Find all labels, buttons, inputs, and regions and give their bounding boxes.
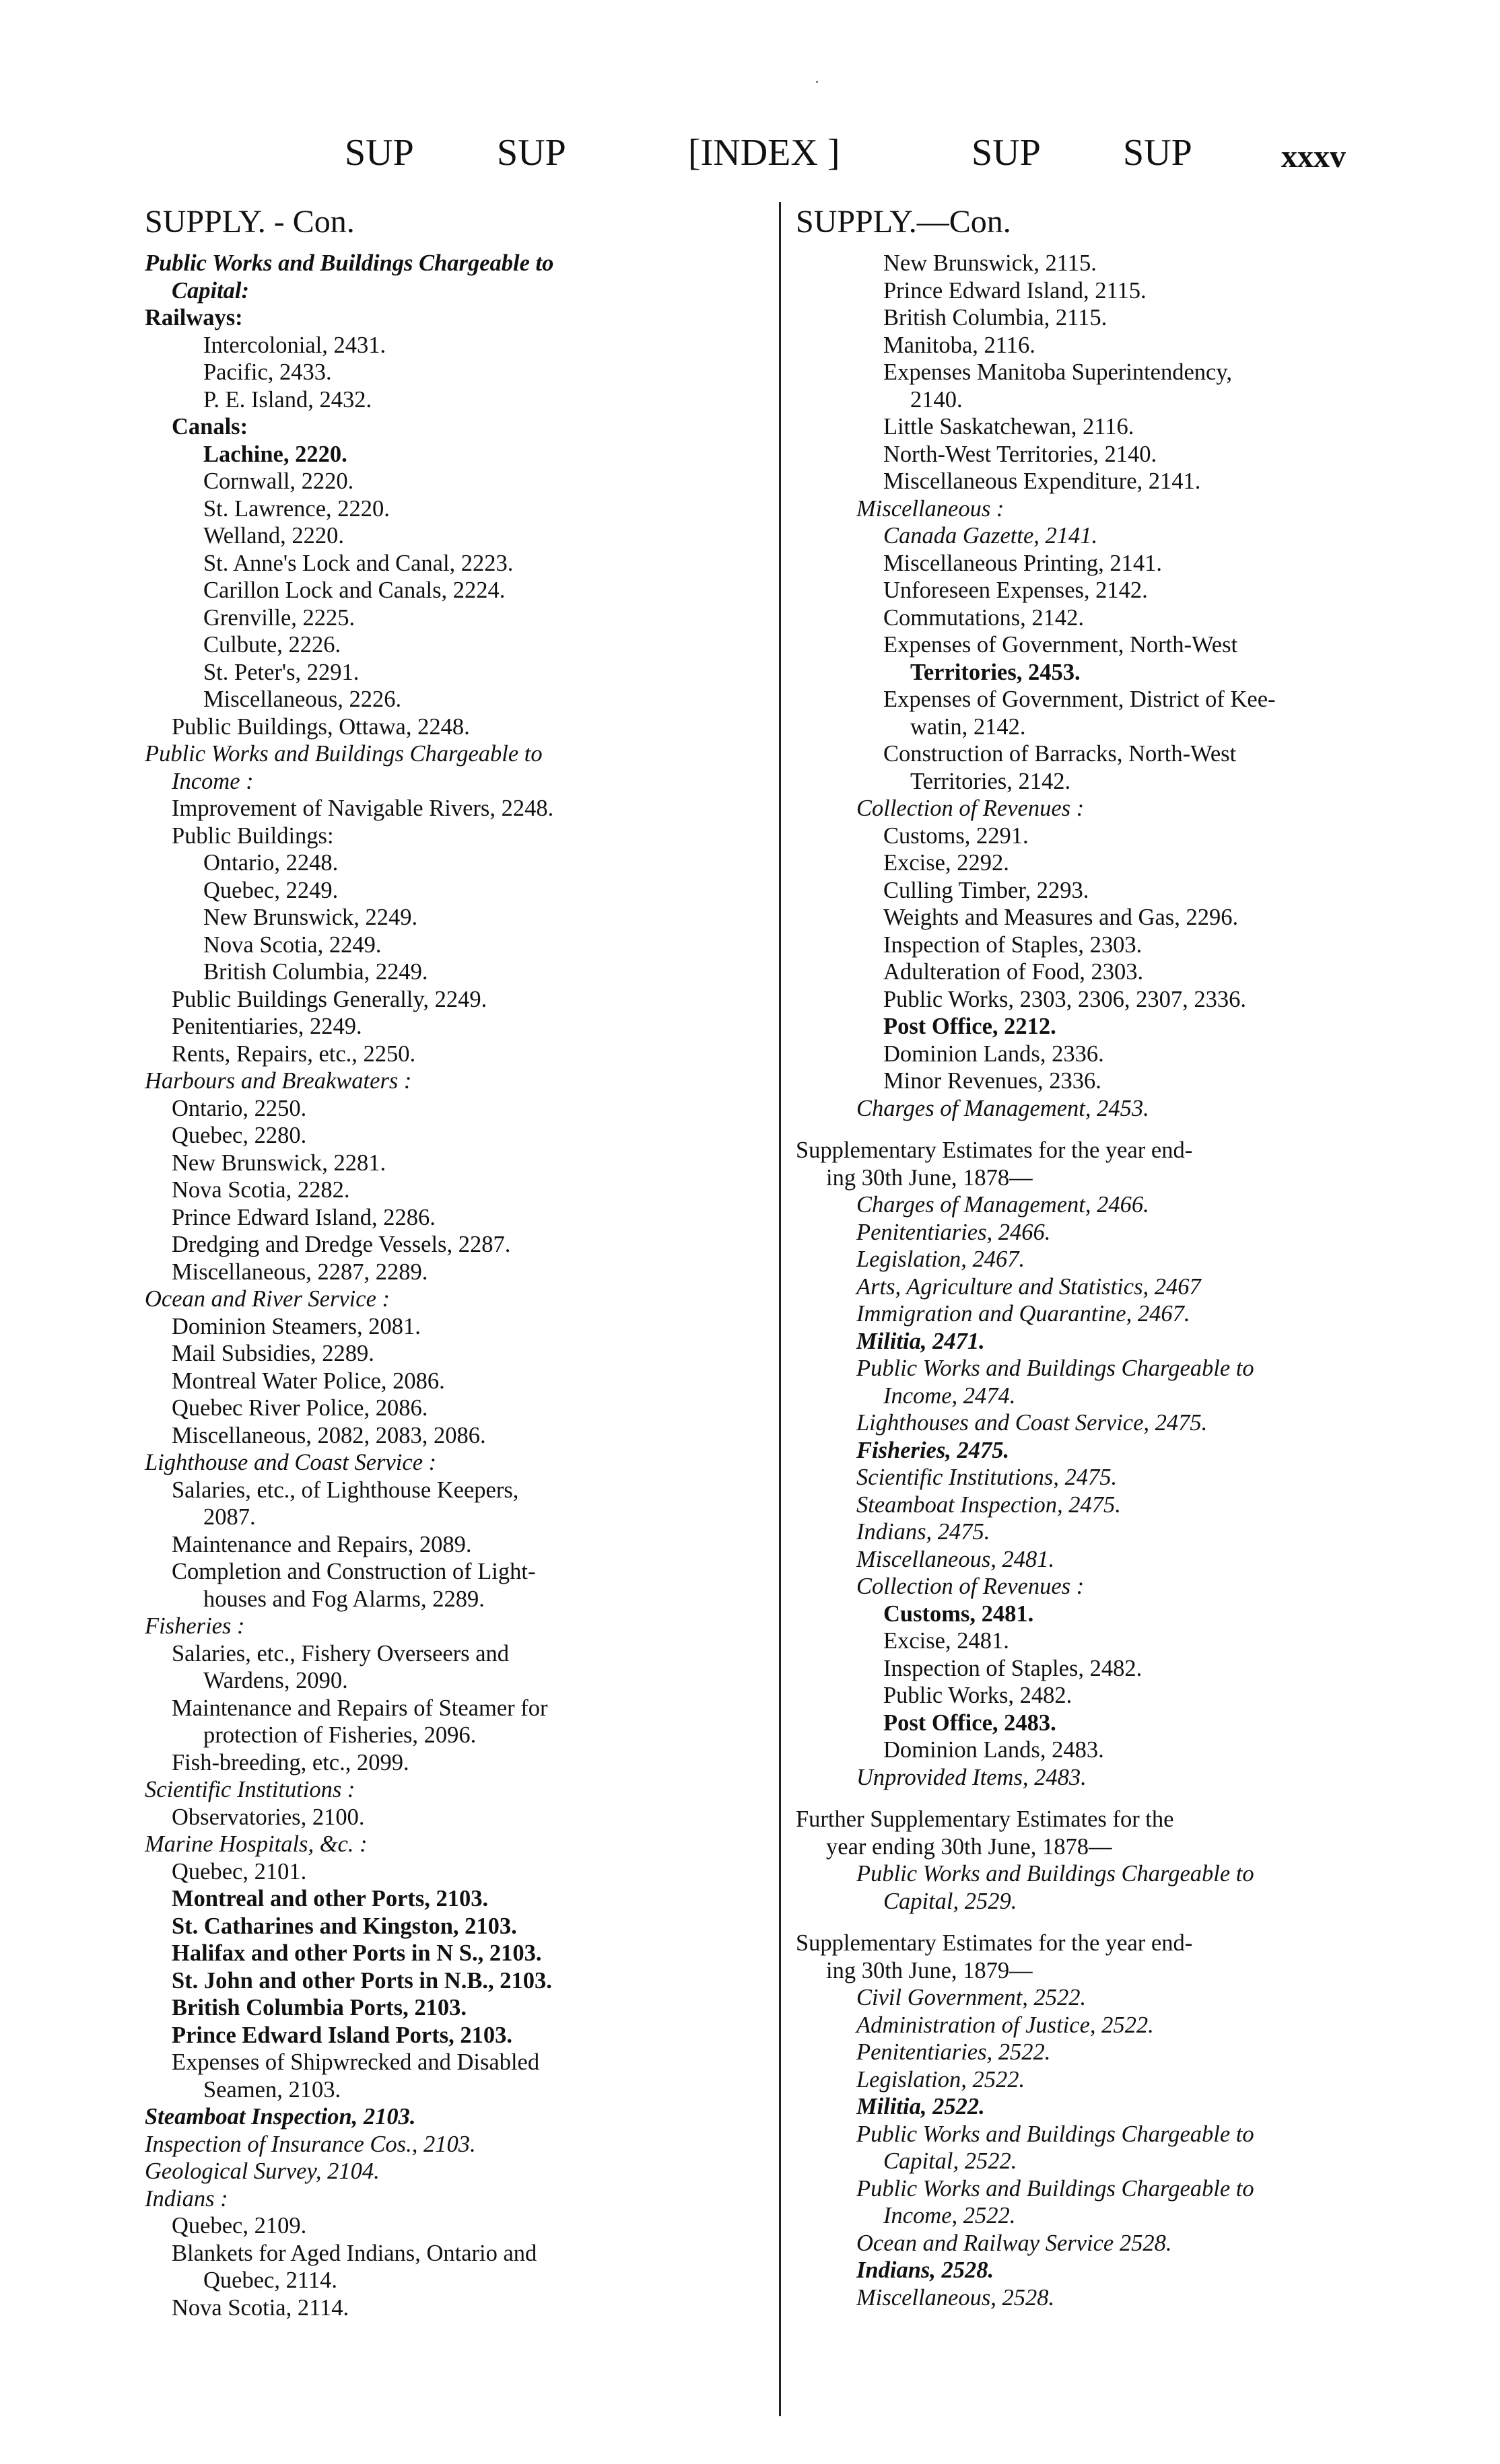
index-entry: Commutations, 2142.: [883, 604, 1085, 631]
index-entry: Income, 2474.: [883, 1382, 1016, 1409]
index-entry: Culbute, 2226.: [203, 632, 341, 658]
index-entry: Quebec, 2249.: [203, 877, 339, 903]
supp-heading-line: Further Supplementary Estimates for the: [796, 1806, 1174, 1832]
index-entry: Intercolonial, 2431.: [203, 332, 386, 358]
index-entry: Lighthouses and Coast Service, 2475.: [856, 1410, 1208, 1436]
index-entry: New Brunswick, 2249.: [203, 905, 418, 930]
index-entry: Blankets for Aged Indians, Ontario and: [172, 2240, 537, 2266]
index-entry: Ocean and Railway Service 2528.: [856, 2230, 1172, 2256]
index-entry: Railways:: [145, 305, 243, 330]
index-entry: Public Works and Buildings Chargeable to: [856, 2175, 1254, 2202]
index-entry: Halifax and other Ports in N S., 2103.: [172, 1940, 542, 1966]
index-entry: Ontario, 2248.: [203, 850, 339, 876]
index-entry: Prince Edward Island, 2286.: [172, 1204, 436, 1230]
index-entry: Marine Hospitals, &c. :: [145, 1831, 368, 1857]
further-supplementary-estimates-1878: [796, 1806, 1402, 1915]
index-entry: Seamen, 2103.: [203, 2076, 341, 2103]
index-entry: P. E. Island, 2432.: [203, 386, 372, 413]
index-entry: Miscellaneous Printing, 2141.: [883, 550, 1162, 576]
index-entry: Charges of Management, 2466.: [856, 1192, 1149, 1218]
index-entry: Mail Subsidies, 2289.: [172, 1341, 374, 1366]
index-entry: Miscellaneous, 2481.: [856, 1546, 1055, 1572]
index-entry: Scientific Institutions, 2475.: [856, 1465, 1118, 1490]
supp-entries: [796, 1191, 1402, 1791]
index-entry: British Columbia Ports, 2103.: [172, 1995, 467, 2020]
index-entry: St. Lawrence, 2220.: [203, 495, 390, 522]
index-entry: Fisheries, 2475.: [856, 1437, 1010, 1463]
index-entry: Wardens, 2090.: [203, 1668, 348, 1693]
index-entry: Income :: [172, 768, 254, 794]
index-entry: Canals:: [172, 414, 248, 439]
index-entry: Post Office, 2483.: [883, 1710, 1056, 1736]
index-entry: watin, 2142.: [910, 713, 1026, 740]
index-entry: Adulteration of Food, 2303.: [883, 959, 1144, 985]
index-entry: Dredging and Dredge Vessels, 2287.: [172, 1232, 511, 1257]
index-entry: Steamboat Inspection, 2475.: [856, 1491, 1121, 1518]
index-entry: Rents, Repairs, etc., 2250.: [172, 1041, 416, 1067]
index-entry: Quebec, 2101.: [172, 1858, 307, 1885]
index-entry: Grenville, 2225.: [203, 604, 355, 631]
index-entry: Civil Government, 2522.: [856, 1985, 1087, 2010]
supp-heading-line: Supplementary Estimates for the year end-: [796, 1137, 1193, 1163]
index-entry: Unprovided Items, 2483.: [856, 1764, 1087, 1790]
index-entry: Public Works and Buildings Chargeable to: [145, 741, 543, 767]
index-entry: Post Office, 2212.: [883, 1014, 1056, 1039]
index-entry: Indians :: [145, 2185, 228, 2212]
index-entry: Inspection of Insurance Cos., 2103.: [145, 2131, 476, 2157]
index-entry: Public Works, 2482.: [883, 1683, 1072, 1708]
index-entry: Legislation, 2467.: [856, 1246, 1025, 1272]
index-entry: Montreal and other Ports, 2103.: [172, 1886, 489, 1911]
index-entry: Miscellaneous Expenditure, 2141.: [883, 468, 1201, 494]
index-entry: British Columbia, 2249.: [203, 959, 428, 985]
index-entry: Penitentiaries, 2466.: [856, 1219, 1051, 1245]
index-entry: Public Works and Buildings Chargeable to: [145, 250, 554, 276]
index-entry: Salaries, etc., Fishery Overseers and: [172, 1640, 510, 1666]
index-entry: Fisheries :: [145, 1613, 245, 1639]
page-number: xxxv: [1281, 139, 1346, 174]
index-entry: Militia, 2471.: [856, 1328, 985, 1354]
index-entry: Geological Survey, 2104.: [145, 2158, 380, 2184]
right-entries: [796, 250, 1402, 1122]
index-entry: New Brunswick, 2115.: [883, 250, 1097, 276]
index-entry: Quebec, 2109.: [172, 2213, 307, 2239]
index-entry: British Columbia, 2115.: [883, 305, 1107, 330]
supp-heading-line: year ending 30th June, 1878—: [826, 1833, 1112, 1860]
index-entry: Weights and Measures and Gas, 2296.: [883, 905, 1239, 930]
index-entry: New Brunswick, 2281.: [172, 1150, 386, 1176]
index-entry: Militia, 2522.: [856, 2094, 985, 2119]
index-entry: Maintenance and Repairs of Steamer for: [172, 1695, 548, 1721]
index-entry: Charges of Management, 2453.: [856, 1095, 1149, 1121]
header-word-3: SUP: [971, 132, 1041, 174]
index-entry: Pacific, 2433.: [203, 359, 332, 385]
index-entry: Quebec, 2114.: [203, 2267, 337, 2293]
index-entry: Improvement of Navigable Rivers, 2248.: [172, 796, 554, 821]
margin-dot: [816, 81, 818, 83]
index-entry: 2087.: [203, 1504, 256, 1530]
index-entry: Culling Timber, 2293.: [883, 877, 1089, 903]
index-entry: Capital, 2529.: [883, 1888, 1017, 1914]
header-word-2: SUP: [497, 132, 566, 174]
index-entry: Construction of Barracks, North-West: [883, 741, 1237, 767]
index-entry: Indians, 2528.: [856, 2257, 994, 2283]
index-entry: Maintenance and Repairs, 2089.: [172, 1531, 472, 1557]
index-entry: Cornwall, 2220.: [203, 468, 354, 494]
left-column: [145, 199, 764, 2321]
index-entry: Expenses Manitoba Superintendency,: [883, 359, 1233, 385]
index-entry: Inspection of Staples, 2482.: [883, 1655, 1143, 1681]
index-entry: Public Works and Buildings Chargeable to: [856, 1861, 1254, 1887]
supp-heading-line: Supplementary Estimates for the year end-: [796, 1930, 1193, 1956]
index-entry: Dominion Lands, 2336.: [883, 1041, 1104, 1067]
index-entry: protection of Fisheries, 2096.: [203, 1722, 477, 1748]
index-entry: Public Buildings Generally, 2249.: [172, 986, 487, 1012]
index-entry: Public Works, 2303, 2306, 2307, 2336.: [883, 986, 1247, 1012]
index-entry: St. Anne's Lock and Canal, 2223.: [203, 550, 514, 576]
index-entry: Expenses of Shipwrecked and Disabled: [172, 2049, 540, 2075]
index-entry: Capital, 2522.: [883, 2148, 1017, 2174]
index-entry: Collection of Revenues :: [856, 796, 1085, 821]
index-entry: Expenses of Government, District of Kee-: [883, 687, 1276, 712]
index-entry: Ontario, 2250.: [172, 1095, 307, 1121]
index-entry: Quebec, 2280.: [172, 1123, 307, 1148]
index-entry: Penitentiaries, 2522.: [856, 2039, 1051, 2065]
index-entry: Miscellaneous, 2082, 2083, 2086.: [172, 1422, 486, 1448]
index-entry: Welland, 2220.: [203, 523, 344, 549]
index-entry: Public Works and Buildings Chargeable to: [856, 1356, 1254, 1381]
index-entry: Miscellaneous :: [856, 495, 1004, 522]
index-entry: Nova Scotia, 2249.: [203, 931, 382, 958]
index-entry: Capital:: [172, 277, 250, 304]
supp-heading-line: ing 30th June, 1878—: [826, 1164, 1033, 1191]
index-entry: Little Saskatchewan, 2116.: [883, 414, 1134, 439]
index-entry: Miscellaneous, 2528.: [856, 2284, 1055, 2311]
index-entry: St. John and other Ports in N.B., 2103.: [172, 1967, 552, 1994]
index-entry: Territories, 2142.: [910, 768, 1071, 794]
index-entry: Excise, 2292.: [883, 850, 1009, 876]
index-entry: Miscellaneous, 2226.: [203, 687, 402, 712]
index-entry: Fish-breeding, etc., 2099.: [172, 1749, 409, 1775]
index-entry: Nova Scotia, 2282.: [172, 1177, 350, 1203]
index-entry: Unforeseen Expenses, 2142.: [883, 577, 1148, 603]
index-entry: Steamboat Inspection, 2103.: [145, 2104, 416, 2129]
index-entry: Montreal Water Police, 2086.: [172, 1368, 445, 1394]
index-entry: Arts, Agriculture and Statistics, 2467: [856, 1273, 1201, 1300]
index-entry: Legislation, 2522.: [856, 2066, 1025, 2092]
index-entry: Immigration and Quarantine, 2467.: [856, 1301, 1190, 1327]
index-entry: Penitentiaries, 2249.: [172, 1014, 362, 1039]
index-entry: Prince Edward Island, 2115.: [883, 277, 1147, 304]
index-entry: Prince Edward Island Ports, 2103.: [172, 2022, 513, 2048]
index-entry: Collection of Revenues :: [856, 1574, 1085, 1599]
left-entries: [145, 250, 764, 2321]
index-entry: Territories, 2453.: [910, 659, 1081, 685]
index-entry: 2140.: [910, 386, 963, 413]
index-entry: St. Peter's, 2291.: [203, 659, 360, 685]
page-header: [0, 131, 1500, 185]
header-index: [INDEX ]: [688, 132, 840, 174]
index-entry: Public Works and Buildings Chargeable to: [856, 2121, 1254, 2147]
index-entry: Dominion Lands, 2483.: [883, 1737, 1104, 1763]
index-entry: Scientific Institutions :: [145, 1777, 355, 1802]
index-entry: Public Buildings:: [172, 822, 334, 849]
index-entry: Nova Scotia, 2114.: [172, 2294, 349, 2321]
index-entry: Minor Revenues, 2336.: [883, 1068, 1101, 1094]
header-word-4: SUP: [1123, 132, 1192, 174]
right-column: [796, 199, 1402, 2311]
column-divider: [779, 202, 781, 2416]
index-entry: Expenses of Government, North-West: [883, 632, 1238, 658]
index-entry: Completion and Construction of Light-: [172, 1559, 536, 1584]
index-entry: Salaries, etc., of Lighthouse Keepers,: [172, 1477, 519, 1503]
left-section-heading: SUPPLY. - Con.: [145, 204, 355, 240]
index-entry: houses and Fog Alarms, 2289.: [203, 1586, 485, 1612]
index-entry: St. Catharines and Kingston, 2103.: [172, 1913, 517, 1939]
index-entry: Indians, 2475.: [856, 1519, 990, 1545]
index-entry: Lighthouse and Coast Service :: [145, 1450, 437, 1475]
index-entry: North-West Territories, 2140.: [883, 441, 1157, 467]
index-entry: Harbours and Breakwaters :: [145, 1068, 412, 1094]
index-entry: Canada Gazette, 2141.: [883, 523, 1098, 549]
index-entry: Dominion Steamers, 2081.: [172, 1313, 421, 1339]
index-entry: Observatories, 2100.: [172, 1804, 365, 1830]
supp-entries: [796, 1860, 1402, 1915]
index-entry: Inspection of Staples, 2303.: [883, 931, 1143, 958]
index-entry: Customs, 2481.: [883, 1600, 1034, 1627]
supplementary-estimates-1879: [796, 1930, 1402, 2311]
index-entry: Administration of Justice, 2522.: [856, 2012, 1154, 2038]
index-entry: Customs, 2291.: [883, 822, 1029, 849]
header-word-1: SUP: [345, 132, 414, 174]
index-entry: Carillon Lock and Canals, 2224.: [203, 577, 506, 603]
index-entry: Quebec River Police, 2086.: [172, 1395, 428, 1421]
index-entry: Lachine, 2220.: [203, 441, 347, 467]
supp-heading-line: ing 30th June, 1879—: [826, 1957, 1033, 1983]
index-entry: Excise, 2481.: [883, 1628, 1009, 1654]
index-entry: Income, 2522.: [883, 2203, 1016, 2228]
index-entry: Manitoba, 2116.: [883, 332, 1035, 358]
right-section-heading: SUPPLY.—Con.: [796, 204, 1011, 240]
supp-entries: [796, 1984, 1402, 2311]
supplementary-estimates-1878: [796, 1137, 1402, 1791]
index-entry: Miscellaneous, 2287, 2289.: [172, 1259, 428, 1285]
index-entry: Public Buildings, Ottawa, 2248.: [172, 713, 470, 740]
index-entry: Ocean and River Service :: [145, 1286, 390, 1312]
